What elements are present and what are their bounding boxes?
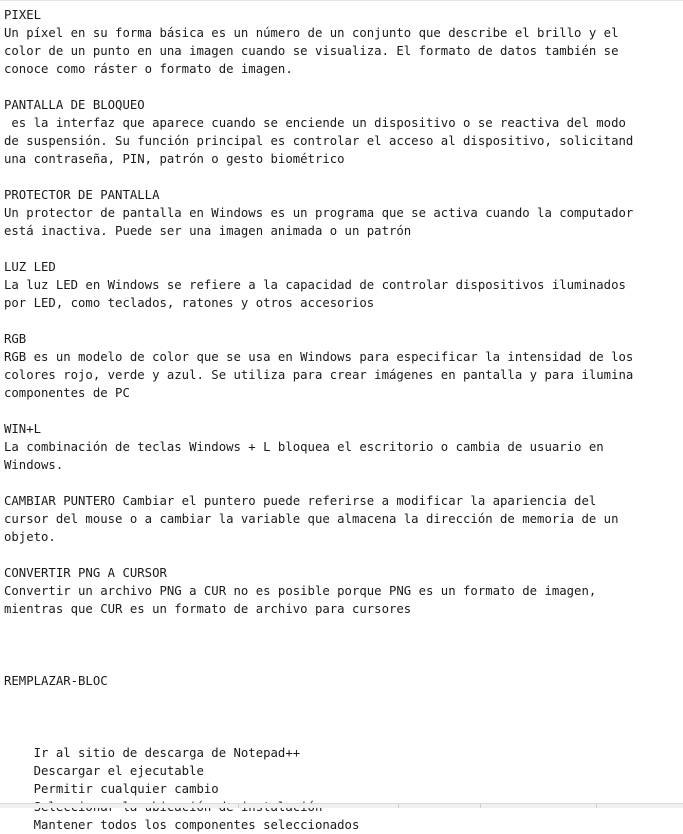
text-line: Ir al sitio de descarga de Notepad++ <box>4 746 301 760</box>
text-line: PANTALLA DE BLOQUEO <box>4 98 145 112</box>
document-text-area[interactable] <box>4 6 683 832</box>
text-line: mientras que CUR es un formato de archivo para cursores <box>4 602 412 616</box>
text-line: es la interfaz que aparece cuando se enciende un dispositivo o se reactiva del modo <box>4 116 626 130</box>
text-line: RGB <box>4 332 27 346</box>
text-line: CAMBIAR PUNTERO Cambiar el puntero puede referirse a modificar la apariencia del <box>4 494 597 508</box>
text-line <box>4 240 683 258</box>
text-line: Un protector de pantalla en Windows es un programa que se activa cuando la computador <box>4 206 634 220</box>
text-line <box>4 636 683 654</box>
text-line: Convertir un archivo PNG a CUR no es posible porque PNG es un formato de imagen, <box>4 584 597 598</box>
status-bar-divider <box>238 804 239 808</box>
status-bar-divider <box>596 804 597 808</box>
text-line: WIN+L <box>4 422 42 436</box>
text-line: de suspensión. Su función principal es controlar el acceso al dispositivo, solicitand <box>4 134 634 148</box>
text-line: Un píxel en su forma básica es un número de un conjunto que describe el brillo y el <box>4 26 619 40</box>
text-line <box>4 618 683 636</box>
text-line: Permitir cualquier cambio <box>4 782 219 796</box>
text-line: cursor del mouse o a cambiar la variable que almacena la dirección de memoria de un <box>4 512 619 526</box>
text-line <box>4 708 683 726</box>
text-line: Descargar el ejecutable <box>4 764 204 778</box>
text-line: está inactiva. Puede ser una imagen animada o un patrón <box>4 224 412 238</box>
status-bar-divider <box>398 804 399 808</box>
status-bar-edge <box>0 803 683 808</box>
text-line <box>4 78 683 96</box>
text-line: REMPLAZAR-BLOC <box>4 674 108 688</box>
text-line: conoce como ráster o formato de imagen. <box>4 62 293 76</box>
text-line <box>4 168 683 186</box>
text-line: colores rojo, verde y azul. Se utiliza para crear imágenes en pantalla y para ilumina <box>4 368 634 382</box>
text-line <box>4 690 683 708</box>
text-line <box>4 726 683 744</box>
text-line: PROTECTOR DE PANTALLA <box>4 188 160 202</box>
text-line: color de un punto en una imagen cuando se visualiza. El formato de datos también se <box>4 44 619 58</box>
text-line: CONVERTIR PNG A CURSOR <box>4 566 167 580</box>
window-top-border <box>0 0 683 1</box>
text-line <box>4 474 683 492</box>
text-line <box>4 654 683 672</box>
text-line: LUZ LED <box>4 260 56 274</box>
text-line: objeto. <box>4 530 56 544</box>
text-line: Mantener todos los componentes seleccionados <box>4 818 360 832</box>
text-line: una contraseña, PIN, patrón o gesto biométrico <box>4 152 345 166</box>
text-line <box>4 402 683 420</box>
text-line <box>4 312 683 330</box>
text-line: La luz LED en Windows se refiere a la capacidad de controlar dispositivos iluminados <box>4 278 626 292</box>
text-line: La combinación de teclas Windows + L bloquea el escritorio o cambia de usuario en <box>4 440 604 454</box>
text-line: componentes de PC <box>4 386 130 400</box>
text-line <box>4 546 683 564</box>
text-line: por LED, como teclados, ratones y otros accesorios <box>4 296 375 310</box>
text-line: RGB es un modelo de color que se usa en Windows para especificar la intensidad de los <box>4 350 634 364</box>
status-bar-divider <box>480 804 481 808</box>
text-line: Windows. <box>4 458 64 472</box>
text-line: PIXEL <box>4 8 42 22</box>
